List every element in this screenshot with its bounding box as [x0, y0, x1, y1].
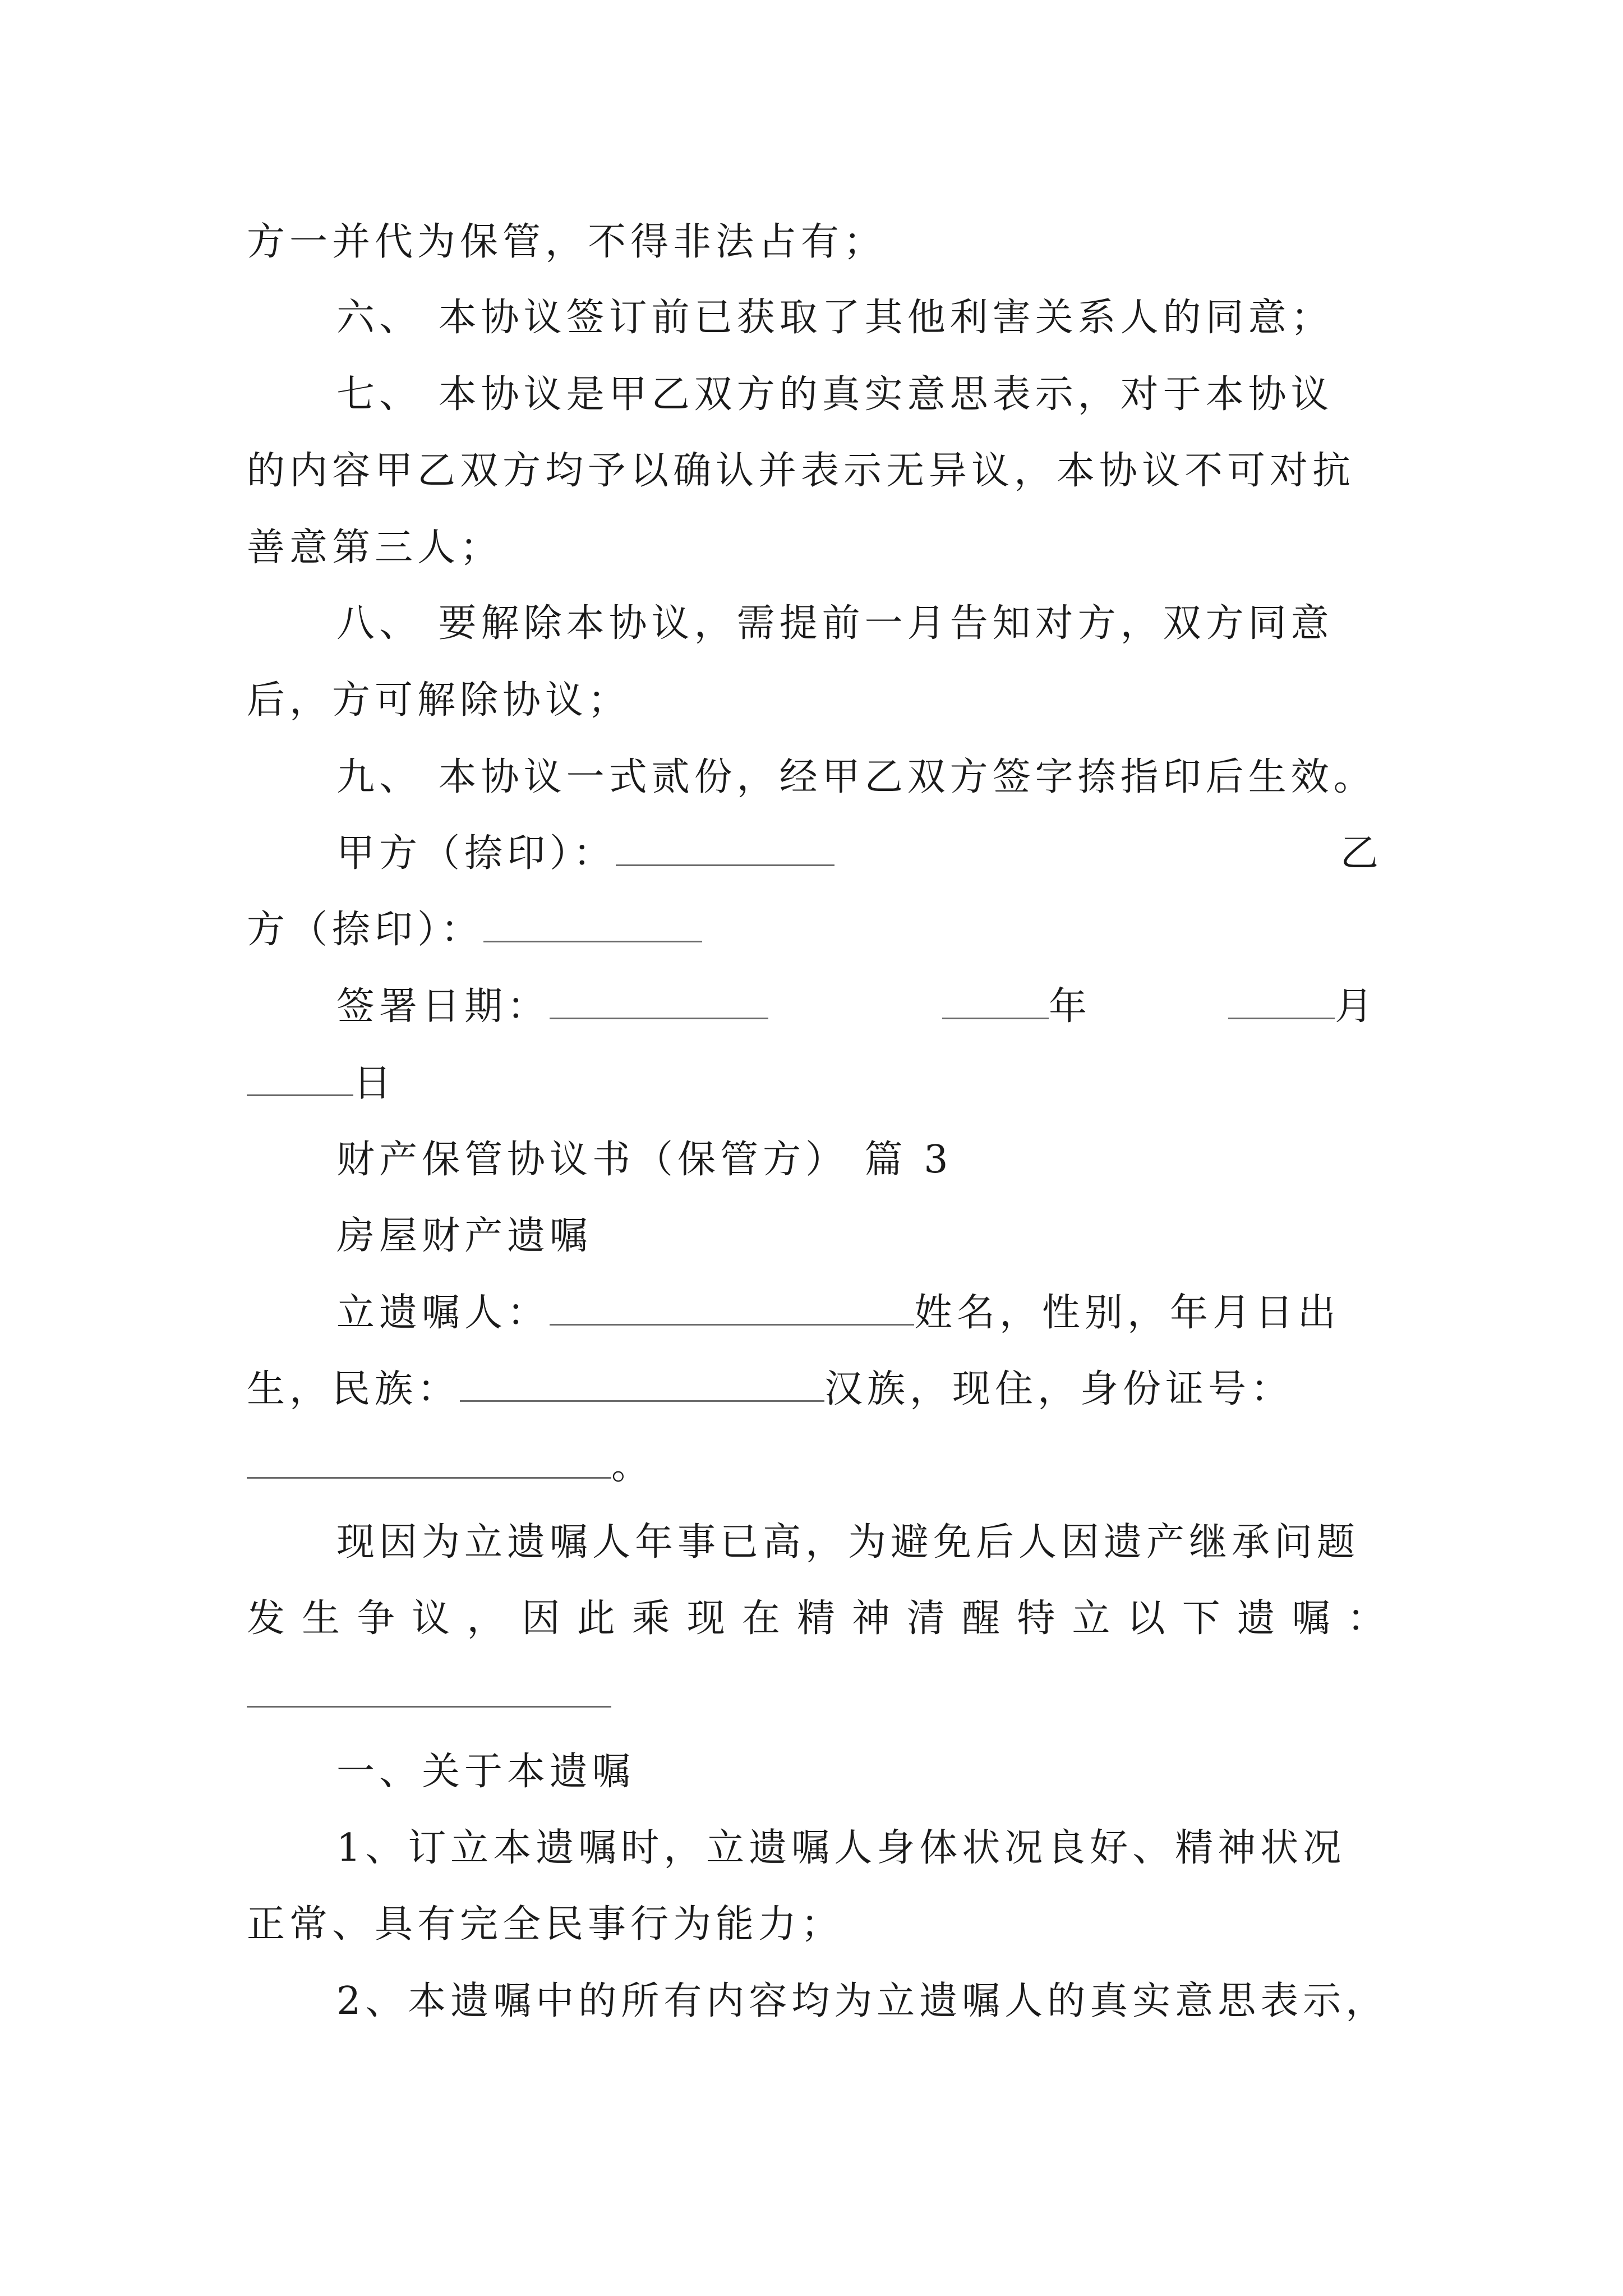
text-line: 方一并代为保管，不得非法占有；	[247, 220, 887, 264]
testator-blank	[550, 1318, 914, 1326]
testator-label: 立遗嘱人：	[336, 1291, 550, 1335]
item-one-one-cont: 正常、具有完全民事行为能力；	[247, 1902, 844, 1947]
reason-char: 醒	[962, 1596, 1000, 1641]
year-field	[942, 984, 1092, 1029]
party-a-signature	[336, 831, 834, 876]
reason-line-1: 现因为立遗嘱人年事已高，为避免后人因遗产继承问题	[336, 1520, 1360, 1565]
reason-char: 发	[247, 1596, 285, 1641]
reason-char: 现	[686, 1596, 725, 1641]
reason-char: 遗	[1237, 1596, 1275, 1641]
party-b-signature	[247, 908, 702, 952]
will-content-blank	[247, 1700, 611, 1708]
id-number-blank	[247, 1471, 611, 1479]
reason-char: 下	[1182, 1596, 1220, 1641]
reason-char: 以	[1127, 1596, 1165, 1641]
clause-nine: 九、 本协议一式贰份，经甲乙双方签字捺指印后生效。	[336, 755, 1376, 799]
month-label: 月	[1335, 984, 1378, 1029]
reason-char: ：	[1347, 1596, 1385, 1641]
year-blank	[942, 1012, 1049, 1019]
reason-char: 清	[907, 1596, 946, 1641]
day-label: 日	[353, 1061, 396, 1106]
testator-rest: 姓名，性别，年月日出	[914, 1291, 1341, 1335]
text-line: 后，方可解除协议；	[247, 678, 631, 723]
reason-char: 乘	[631, 1596, 670, 1641]
ethnic-rest: 汉族，现住，身份证号：	[824, 1367, 1294, 1411]
reason-char: 精	[796, 1596, 835, 1641]
sign-date-label-row	[336, 984, 768, 1029]
ethnic-line	[247, 1367, 1294, 1411]
party-b-label-head: 乙	[1340, 831, 1384, 876]
reason-char: 特	[1017, 1596, 1055, 1641]
text-line: 善意第三人；	[247, 526, 503, 570]
section-heading: 财产保管协议书（保管方） 篇 3	[336, 1138, 953, 1182]
day-blank	[247, 1089, 353, 1096]
clause-eight: 八、 要解除本协议，需提前一月告知对方，双方同意	[336, 601, 1334, 646]
id-number-line	[247, 1444, 654, 1488]
day-field	[247, 1061, 396, 1106]
text-line: 的内容甲乙双方均予以确认并表示无异议，本协议不可对抗	[247, 449, 1355, 493]
reason-char: 议	[412, 1596, 450, 1641]
party-a-blank	[616, 859, 834, 866]
item-one-one: 1、订立本遗嘱时，立遗嘱人身体状况良好、精神状况	[336, 1826, 1346, 1870]
clause-seven: 七、 本协议是甲乙双方的真实意思表示，对于本协议	[336, 372, 1334, 417]
sign-date-label: 签署日期：	[336, 984, 550, 1029]
year-label: 年	[1049, 984, 1092, 1029]
reason-char: ，	[467, 1596, 505, 1641]
clause-six: 六、 本协议签订前已获取了其他利害关系人的同意；	[336, 296, 1334, 340]
party-b-label: 方（捺印）：	[247, 908, 484, 952]
month-field	[1228, 984, 1378, 1029]
sign-date-blank	[550, 1012, 768, 1019]
reason-char: 神	[852, 1596, 891, 1641]
will-title: 房屋财产遗嘱	[336, 1214, 593, 1258]
reason-char: 生	[302, 1596, 340, 1641]
month-blank	[1228, 1012, 1335, 1019]
reason-char: 嘱	[1292, 1596, 1330, 1641]
testator-line	[336, 1291, 1341, 1335]
party-b-blank	[483, 935, 702, 942]
reason-char: 立	[1072, 1596, 1110, 1641]
item-one-two: 2、本遗嘱中的所有内容均为立遗嘱人的真实意思表示，	[336, 1979, 1389, 2023]
will-blank-line	[247, 1676, 611, 1714]
reason-line-2	[247, 1596, 1385, 1641]
party-a-label: 甲方（捺印）：	[336, 831, 616, 876]
reason-char: 在	[741, 1596, 780, 1641]
reason-char: 争	[357, 1596, 395, 1641]
ethnic-blank	[460, 1395, 824, 1402]
ethnic-label: 生，民族：	[247, 1367, 460, 1411]
item-one-title: 一、关于本遗嘱	[336, 1750, 635, 1794]
reason-char: 因	[522, 1596, 560, 1641]
reason-char: 此	[577, 1596, 615, 1641]
period: 。	[611, 1444, 654, 1488]
